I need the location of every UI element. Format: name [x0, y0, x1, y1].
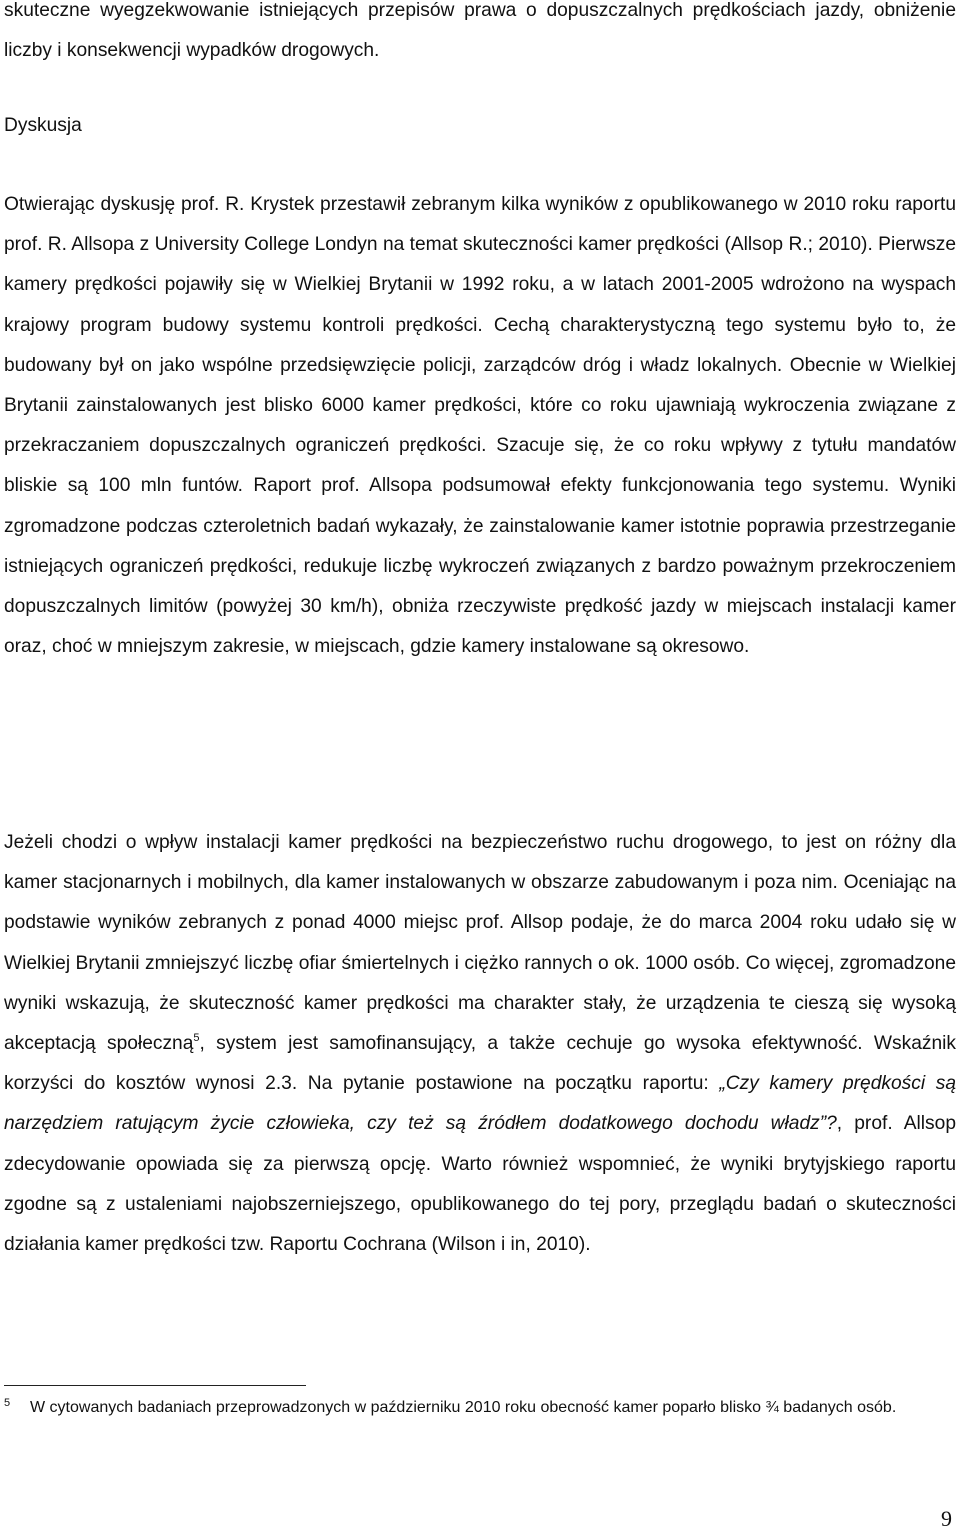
footnote-mark: 5: [4, 1397, 11, 1409]
impact-text-part2: , system jest samofinansujący, a także cechuje go wysoka efektywność. Wskaźnik korzyści do kosztów wynosi 2.3. Na pytanie postawione na początku raportu:: [4, 1033, 956, 1095]
footnote-reference[interactable]: 5: [193, 1032, 200, 1045]
footnote-text: W cytowanych badaniach przeprowadzonych w październiku 2010 roku obecność kamer poparło blisko ¾ badanych osób.: [30, 1399, 897, 1416]
page-number: 9: [941, 1506, 952, 1531]
impact-text-part3: , prof. Allsop zdecydowanie opowiada się za pierwszą opcję. Warto również wspomnieć, że wyniki brytyjskiego raportu zgodne są z ustaleniami najobszerniejszego, opublikowanego do tej pory, przeglądu badań o skuteczności działania kamer prędkości tzw. Raportu Cochrana (Wilson i in, 2010).: [4, 1113, 956, 1256]
impact-text-part1: Jeżeli chodzi o wpływ instalacji kamer prędkości na bezpieczeństwo ruchu drogowego, to jest on różny dla kamer stacjonarnych i mobilnych, dla kamer instalowanych w obszarze zabudowanym i poza nim. Oceniając na podstawie wyników zebranych z ponad 4000 miejsc prof. Allsop podaje, że do marca 2004 roku udało się w Wielkiej Brytanii zmniejszyć liczbę ofiar śmiertelnych i ciężko rannych o ok. 1000 osób. Co więcej, zgromadzone wyniki wskazują, że skuteczność kamer prędkości ma charakter stały, że urządzenia te cieszą się wysoką akceptacją społeczną: [4, 832, 956, 1055]
impact-quote: „Czy kamery prędkości są narzędziem ratującym życie człowieka, czy też są źródłem dodatkowego dochodu władz”?: [4, 1073, 956, 1135]
section-heading: Dyskusja: [4, 115, 82, 136]
paragraph-discussion: Otwierając dyskusję prof. R. Krystek przestawił zebranym kilka wyników z opublikowanego w 2010 roku raportu prof. R. Allsopa z University College Londyn na temat skuteczności kamer prędkości (Allsop R.; 2010). Pierwsze kamery prędkości pojawiły się w Wielkiej Brytanii w 1992 roku, a w latach 2001-2005 wdrożono na wyspach krajowy program budowy systemu kontroli prędkości. Cechą charakterystyczną tego systemu było to, że budowany był on jako wspólne przedsięwzięcie policji, zarządców dróg i władz lokalnych. Obecnie w Wielkiej Brytanii zainstalowanych jest blisko 6000 kamer prędkości, które co roku ujawniają wykroczenia związane z przekraczaniem dopuszczalnych ograniczeń prędkości. Szacuje się, że co roku wpływy z tytułu mandatów bliskie są 100 mln funtów. Raport prof. Allsopa podsumował efekty funkcjonowania tego systemu. Wyniki zgromadzone podczas czteroletnich badań wykazały, że zainstalowanie kamer istotnie poprawia przestrzeganie istniejących ograniczeń prędkości, redukuje liczbę wykroczeń związanych z bardzo poważnym przekroczeniem dopuszczalnych limitów (powyżej 30 km/h), obniża rzeczywiste prędkość jazdy w miejscach instalacji kamer oraz, choć w mniejszym zakresie, w miejscach, gdzie kamery instalowane są okresowo.: [4, 194, 956, 658]
document-page: [4, 0, 956, 1537]
paragraph-impact: [4, 823, 956, 1265]
paragraph-continuation: skuteczne wyegzekwowanie istniejących przepisów prawa o dopuszczalnych prędkościach jazdy, obniżenie liczby i konsekwencji wypadków drogowych.: [4, 0, 956, 62]
footnote: [4, 1392, 956, 1419]
footnote-separator: [4, 1385, 306, 1386]
